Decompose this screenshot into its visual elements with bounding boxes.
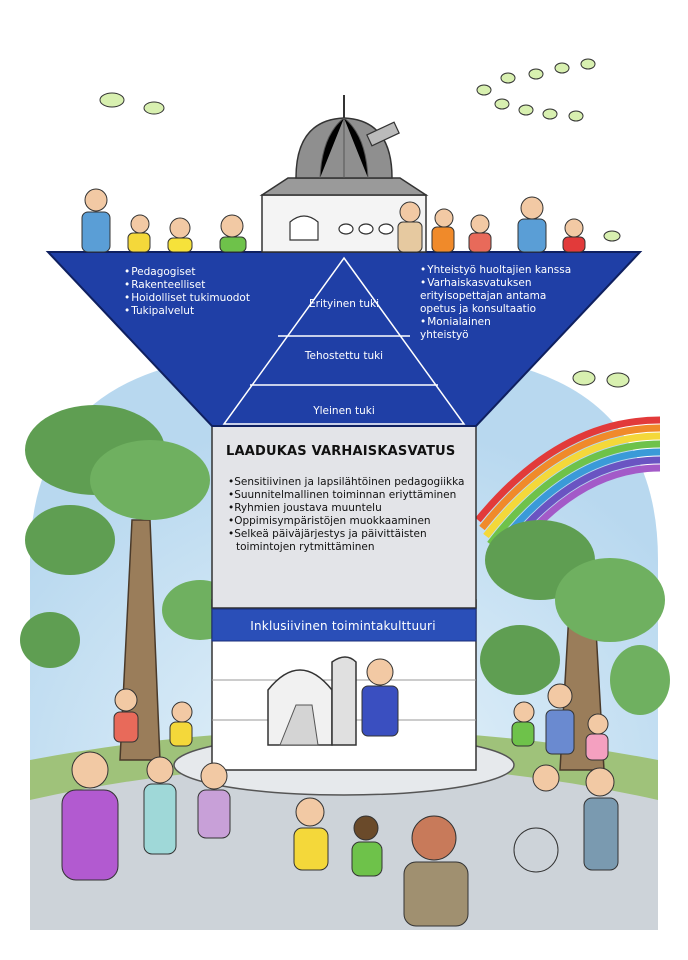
cooperation-list — [420, 264, 610, 342]
tier-general-support: Yleinen tuki — [313, 405, 375, 417]
quality-item: • Oppimisympäristöjen muokkaaminen — [228, 515, 468, 528]
tier-special-support: Erityinen tuki — [309, 298, 379, 310]
inclusive-culture-banner: Inklusiivinen toimintakulttuuri — [250, 619, 436, 633]
support-form-item: • Rakenteelliset — [124, 279, 294, 292]
cooperation-item: • Monialainen yhteistyö — [420, 316, 520, 342]
support-form-item: • Pedagogiset — [124, 266, 294, 279]
support-form-item: • Tukipalvelut — [124, 305, 294, 318]
cooperation-item: • Yhteistyö huoltajien kanssa — [420, 264, 610, 277]
tier-intensified-support: Tehostettu tuki — [304, 350, 384, 362]
cooperation-item: • Varhaiskasvatuksen erityisopettajan antama opetus ja konsultaatio — [420, 277, 570, 316]
quality-list — [228, 476, 468, 554]
quality-item: • Suunnitelmallinen toiminnan eriyttäminen — [228, 489, 468, 502]
support-form-item: • Hoidolliset tukimuodot — [124, 292, 294, 305]
door-leaf — [332, 657, 356, 745]
support-forms-list — [124, 266, 294, 318]
quality-item: • Sensitiivinen ja lapsilähtöinen pedagogiikka — [228, 476, 468, 489]
quality-item: • Ryhmien joustava muuntelu — [228, 502, 468, 515]
observatory-roof — [262, 178, 426, 195]
observatory-door — [290, 216, 318, 240]
quality-item: • Selkeä päiväjärjestys ja päivittäisten toimintojen rytmittäminen — [228, 528, 468, 554]
panel-title: LAADUKAS VARHAISKASVATUS — [226, 444, 456, 459]
